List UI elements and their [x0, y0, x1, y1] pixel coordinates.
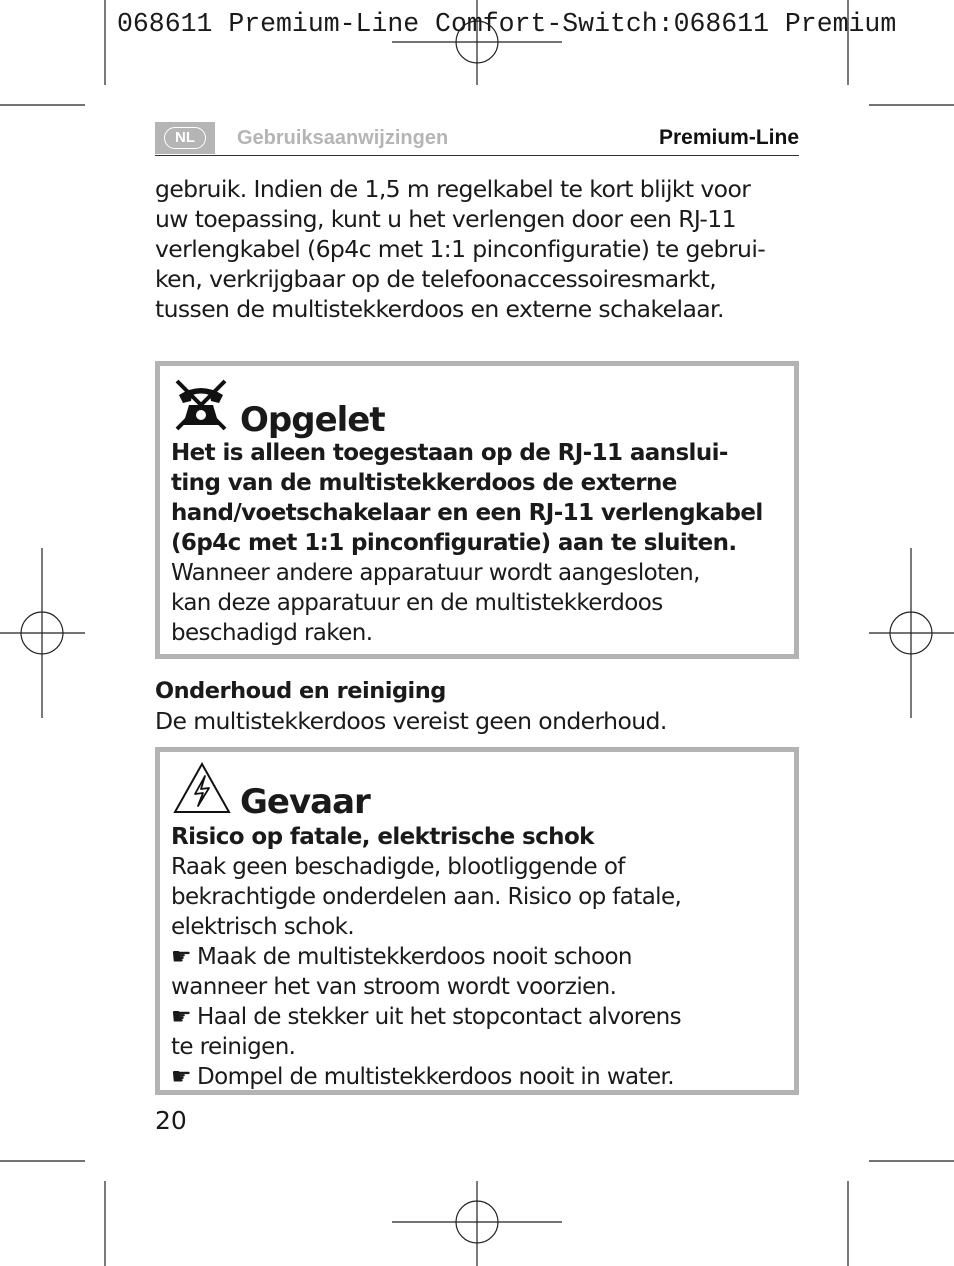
section-title: Gebruiksaanwijzingen [237, 127, 449, 149]
pointing-hand-icon: ☛ [171, 1064, 192, 1090]
pointing-hand-icon: ☛ [171, 1004, 192, 1030]
text-line: uw toepassing, kunt u het verlengen door een RJ-11 [155, 205, 737, 233]
caution-text [171, 438, 811, 648]
bullet-continuation: wanneer het van stroom wordt voorzien. [171, 974, 617, 1000]
bullet-item [171, 942, 811, 972]
caution-line: beschadigd raken. [171, 620, 373, 646]
language-badge [155, 122, 215, 154]
caution-title: Opgelet [240, 400, 385, 440]
danger-line: bekrachtigde onderdelen aan. Risico op fatale, [171, 884, 682, 910]
product-name: Premium-Line [658, 126, 799, 149]
text-line: verlengkabel (6p4c met 1:1 pinconfiguratie) te gebrui- [155, 235, 766, 263]
maintenance-heading: Onderhoud en reiniging [155, 678, 446, 704]
caution-box [155, 361, 799, 659]
caution-bold-line: hand/voetschakelaar en een RJ-11 verlengkabel [171, 500, 763, 526]
intro-paragraph [155, 174, 815, 324]
danger-subtitle: Risico op fatale, elektrische schok [171, 824, 594, 850]
bullet-item [171, 1002, 811, 1032]
page-number: 20 [155, 1106, 187, 1135]
bullet-text: Dompel de multistekkerdoos nooit in water. [197, 1064, 674, 1090]
caution-bold-line: (6p4c met 1:1 pinconfiguratie) aan te sluiten. [171, 530, 737, 556]
pointing-hand-icon: ☛ [171, 944, 192, 970]
danger-title: Gevaar [240, 782, 370, 822]
caution-bold-line: Het is alleen toegestaan op de RJ-11 aanslui- [171, 440, 728, 466]
bullet-continuation: te reinigen. [171, 1034, 296, 1060]
caution-line: Wanneer andere apparatuur wordt aangesloten, [171, 560, 700, 586]
caution-line: kan deze apparatuur en de multistekkerdoos [171, 590, 663, 616]
no-phone-icon [171, 377, 231, 433]
text-line: ken, verkrijgbaar op de telefoonaccessoiresmarkt, [155, 265, 717, 293]
language-badge-label: NL [164, 127, 206, 149]
danger-line: elektrisch schok. [171, 914, 355, 940]
text-line: tussen de multistekkerdoos en externe schakelaar. [155, 295, 724, 323]
text-line: gebruik. Indien de 1,5 m regelkabel te kort blijkt voor [155, 175, 751, 203]
text-line: De multistekkerdoos vereist geen onderhoud. [155, 707, 667, 735]
bullet-item [171, 1062, 811, 1092]
high-voltage-warning-icon [171, 760, 233, 818]
bullet-text: Haal de stekker uit het stopcontact alvorens [197, 1004, 682, 1030]
danger-box [155, 747, 799, 1095]
print-slug: 068611 Premium-Line Comfort-Switch:068611 Premium [117, 9, 897, 39]
page-header [155, 121, 799, 156]
bullet-text: Maak de multistekkerdoos nooit schoon [197, 944, 632, 970]
danger-text [171, 822, 811, 1092]
maintenance-text [155, 706, 815, 736]
caution-bold-line: ting van de multistekkerdoos de externe [171, 470, 677, 496]
danger-line: Raak geen beschadigde, blootliggende of [171, 854, 625, 880]
